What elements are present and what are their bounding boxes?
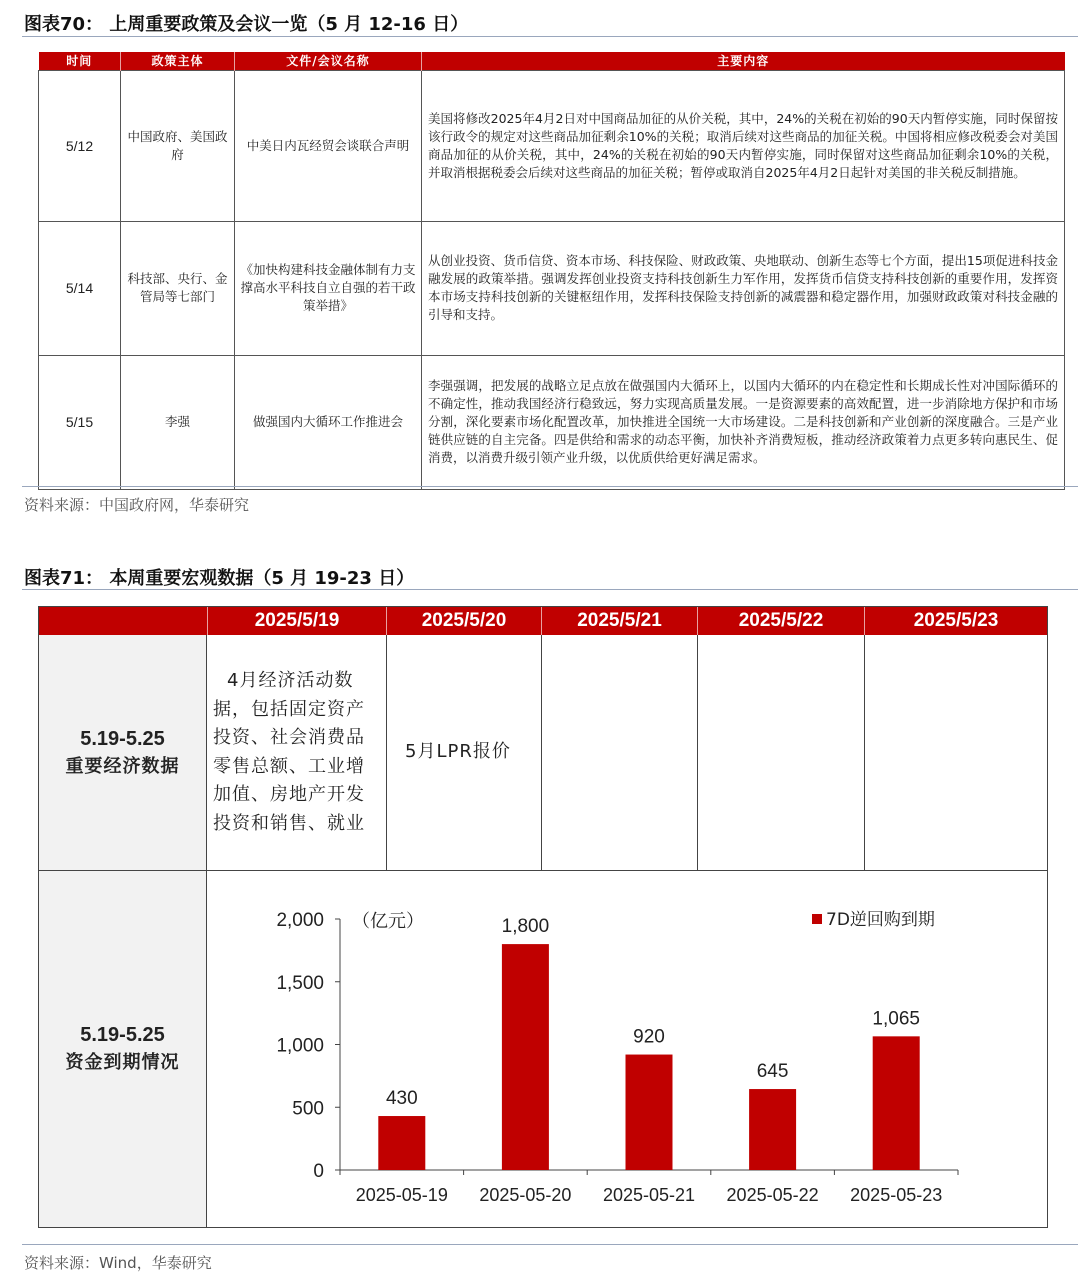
row-document: 中美日内瓦经贸会谈联合声明 — [235, 70, 422, 221]
figure71-bottom-rule — [22, 1244, 1078, 1245]
header-date-0521: 2025/5/21 — [541, 607, 697, 635]
header-content: 主要内容 — [422, 52, 1065, 70]
row-label-title: 重要经济数据 — [65, 756, 180, 777]
header-date-0523: 2025/5/23 — [864, 607, 1047, 635]
bar — [626, 1055, 673, 1170]
y-tick-label: 0 — [313, 1161, 324, 1182]
bar-data-label: 1,800 — [501, 916, 550, 938]
row-date: 5/14 — [39, 221, 121, 355]
header-time: 时间 — [39, 52, 121, 70]
y-tick-label: 1,500 — [276, 972, 324, 994]
y-tick-label: 500 — [292, 1098, 324, 1120]
y-tick-label: 1,000 — [276, 1035, 324, 1057]
bar-data-label: 1,065 — [872, 1008, 920, 1030]
cell-line: 零售总额、工业增 — [213, 755, 365, 777]
cell-line: 加值、房地产开发 — [213, 784, 365, 806]
row-content: 美国将修改2025年4月2日对中国商品加征的从价关税，其中，24%的关税在初始的90天内暂停实施，同时保留按该行政令的规定对这些商品加征剩余10%的关税；取消后续对这些商品的加征关税。中国将相应修改税委会对美国商品加征的从价关税，其中，24%的关税在初始的90天内暂停实施，同时保留对这些商品加征剩余10%的关税，并取消根据税委会后续对这些商品的加征关税；暂停或取消自2025年4月2日起针对美国的非关税反制措施。 — [422, 70, 1065, 221]
bar-data-label: 645 — [756, 1061, 789, 1083]
bar — [873, 1036, 920, 1170]
x-tick-label: 2025-05-21 — [602, 1185, 696, 1205]
cell-0520-lpr: 5月LPR报价 — [405, 741, 511, 762]
header-date-0520: 2025/5/20 — [386, 607, 541, 635]
figure70-title: 图表70： 上周重要政策及会议一览（5 月 12-16 日） — [24, 14, 469, 35]
x-tick-label: 2025-05-23 — [850, 1185, 943, 1205]
y-unit-label: （亿元） — [352, 911, 424, 932]
x-tick-label: 2025-05-22 — [726, 1185, 819, 1205]
row-content: 李强强调，把发展的战略立足点放在做强国内大循环上，以国内大循环的内在稳定性和长期成长性对冲国际循环的不确定性，推动我国经济行稳致远，努力实现高质量发展。一是资源要素的高效配置，进一步消除地方保护和市场分割，深化要素市场化配置改革，加快推进全国统一大市场建设。二是科技创新和产业创新的深度融合。三是产业链供应链的自主完备。四是供给和需求的动态平衡，加快补齐消费短板，推动经济政策着力点更多转向惠民生、促消费，以消费升级引领产业升级，以优质供给更好满足需求。 — [422, 355, 1065, 489]
y-tick-label: 2,000 — [276, 910, 324, 931]
row-label-period: 5.19-5.25 — [80, 728, 165, 750]
bar-data-label: 920 — [633, 1026, 665, 1048]
cell-line: 4月经济活动数 — [227, 670, 354, 691]
header-date-0522: 2025/5/22 — [697, 607, 864, 635]
header-subject: 政策主体 — [121, 52, 235, 70]
figure71-title: 图表71： 本周重要宏观数据（5 月 19-23 日） — [24, 568, 415, 589]
legend-swatch — [812, 914, 822, 924]
header-date-0519: 2025/5/19 — [207, 607, 386, 635]
x-tick-label: 2025-05-20 — [479, 1185, 572, 1205]
figure70-source: 资料来源：中国政府网，华泰研究 — [24, 496, 250, 514]
x-tick-label: 2025-05-19 — [355, 1185, 448, 1205]
legend-label: 7D逆回购到期 — [826, 910, 935, 930]
header-document: 文件/会议名称 — [235, 52, 422, 70]
bar — [749, 1089, 796, 1170]
row-subject: 中国政府、美国政府 — [121, 70, 235, 221]
row-date: 5/15 — [39, 355, 121, 489]
cell-line: 投资、社会消费品 — [213, 727, 365, 749]
row-label-period: 5.19-5.25 — [80, 1024, 165, 1046]
cell-line: 投资和销售、就业 — [213, 812, 365, 834]
bar-data-label: 430 — [385, 1088, 418, 1110]
row-subject: 科技部、央行、金管局等七部门 — [121, 221, 235, 355]
row-document: 《加快构建科技金融体制有力支撑高水平科技自立自强的若干政策举措》 — [235, 221, 422, 355]
row-label-title: 资金到期情况 — [65, 1052, 180, 1073]
row-subject: 李强 — [121, 355, 235, 489]
row-content: 从创业投资、货币信贷、资本市场、科技保险、财政政策、央地联动、创新生态等七个方面，提出15项促进科技金融发展的政策举措。强调发挥创业投资支持科技创新生力军作用，发挥货币信贷支持科技创新的重要作用，发挥资本市场支持科技创新的关键枢纽作用，发挥科技保险支持创新的减震器和稳定器作用，加强财政政策对科技金融的引导和支持。 — [422, 221, 1065, 355]
cell-line: 据，包括固定资产 — [213, 698, 365, 720]
row-date: 5/12 — [39, 70, 121, 221]
bar — [378, 1116, 425, 1170]
row-document: 做强国内大循环工作推进会 — [235, 355, 422, 489]
bar — [502, 944, 549, 1170]
figure71-source: 资料来源：Wind，华泰研究 — [24, 1254, 212, 1272]
